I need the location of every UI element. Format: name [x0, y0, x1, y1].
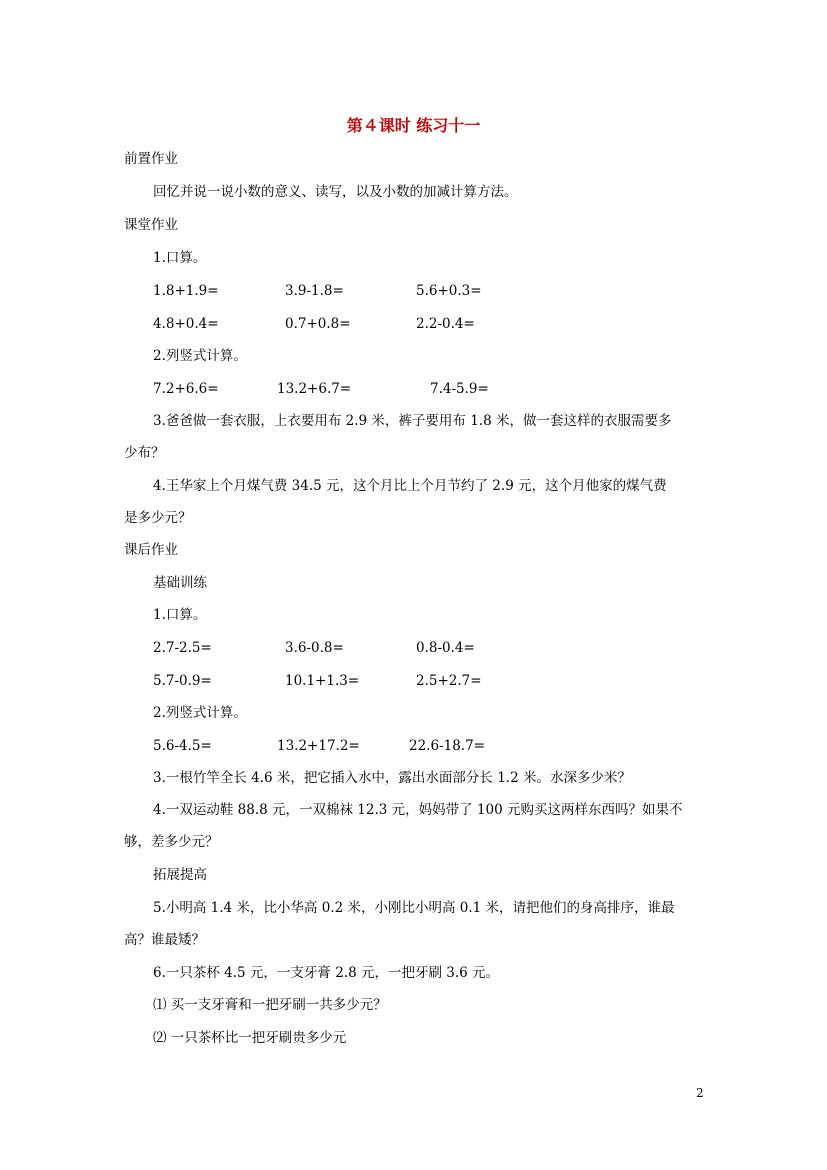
section-classwork: 课堂作业: [124, 217, 178, 233]
page-number: 2: [696, 1086, 704, 1100]
classwork-q4-line2: 是多少元？: [124, 510, 192, 526]
homework-q2-item: 22.6-18.7=: [409, 738, 485, 754]
classwork-q1-item: 5.6+0.3=: [416, 283, 482, 299]
homework-q4-line2: 够，差多少元？: [124, 834, 219, 850]
homework-q1-title: 1.口算。: [153, 607, 207, 623]
classwork-q1-item: 2.2-0.4=: [416, 316, 475, 332]
classwork-q2-item: 13.2+6.7=: [277, 381, 352, 397]
classwork-q2-item: 7.4-5.9=: [430, 381, 489, 397]
pre-homework-text: 回忆并说一说小数的意义、读写，以及小数的加减计算方法。: [153, 184, 518, 200]
classwork-q2-title: 2.列竖式计算。: [153, 348, 247, 364]
homework-q5-line2: 高？谁最矮？: [124, 932, 205, 948]
homework-q2-title: 2.列竖式计算。: [153, 705, 247, 721]
classwork-q1-item: 4.8+0.4=: [153, 316, 219, 332]
homework-q1-item: 0.8-0.4=: [416, 640, 475, 656]
classwork-q3-line2: 少布？: [124, 445, 165, 461]
classwork-q3-line1: 3.爸爸做一套衣服，上衣要用布 2.9 米，裤子要用布 1.8 米，做一套这样的衣服需要多: [153, 413, 672, 429]
homework-q3: 3.一根竹竿全长 4.6 米，把它插入水中，露出水面部分长 1.2 米。水深多少米？: [153, 770, 631, 786]
homework-q1-item: 2.5+2.7=: [416, 673, 482, 689]
classwork-q1-title: 1.口算。: [153, 250, 207, 266]
classwork-q1-item: 0.7+0.8=: [285, 316, 351, 332]
classwork-q1-item: 3.9-1.8=: [285, 283, 344, 299]
homework-q6-part1: ⑴ 买一支牙膏和一把牙刷一共多少元？: [153, 997, 387, 1013]
homework-q5-line1: 5.小明高 1.4 米，比小华高 0.2 米，小刚比小明高 0.1 米，请把他们的身高排序，谁最: [153, 900, 675, 916]
homework-q4-line1: 4.一双运动鞋 88.8 元，一双棉袜 12.3 元，妈妈带了 100 元购买这两样东西吗？如果不: [153, 802, 683, 818]
subsection-extension: 拓展提高: [153, 867, 207, 883]
homework-q1-item: 10.1+1.3=: [285, 673, 360, 689]
subsection-basic: 基础训练: [153, 575, 207, 591]
homework-q2-item: 5.6-4.5=: [153, 738, 212, 754]
section-pre-homework: 前置作业: [124, 151, 178, 167]
homework-q6-part2: ⑵ 一只茶杯比一把牙刷贵多少元: [153, 1030, 347, 1046]
classwork-q4-line1: 4.王华家上个月煤气费 34.5 元，这个月比上个月节约了 2.9 元，这个月他家的煤气费: [153, 478, 667, 494]
classwork-q2-item: 7.2+6.6=: [153, 381, 219, 397]
homework-q2-item: 13.2+17.2=: [277, 738, 360, 754]
page-title: 第４课时 练习十一: [346, 116, 481, 135]
homework-q6: 6.一只茶杯 4.5 元，一支牙膏 2.8 元，一把牙刷 3.6 元。: [153, 965, 500, 981]
homework-q1-item: 3.6-0.8=: [285, 640, 344, 656]
section-after-homework: 课后作业: [124, 542, 178, 558]
homework-q1-item: 5.7-0.9=: [153, 673, 212, 689]
homework-q1-item: 2.7-2.5=: [153, 640, 212, 656]
classwork-q1-item: 1.8+1.9=: [153, 283, 219, 299]
